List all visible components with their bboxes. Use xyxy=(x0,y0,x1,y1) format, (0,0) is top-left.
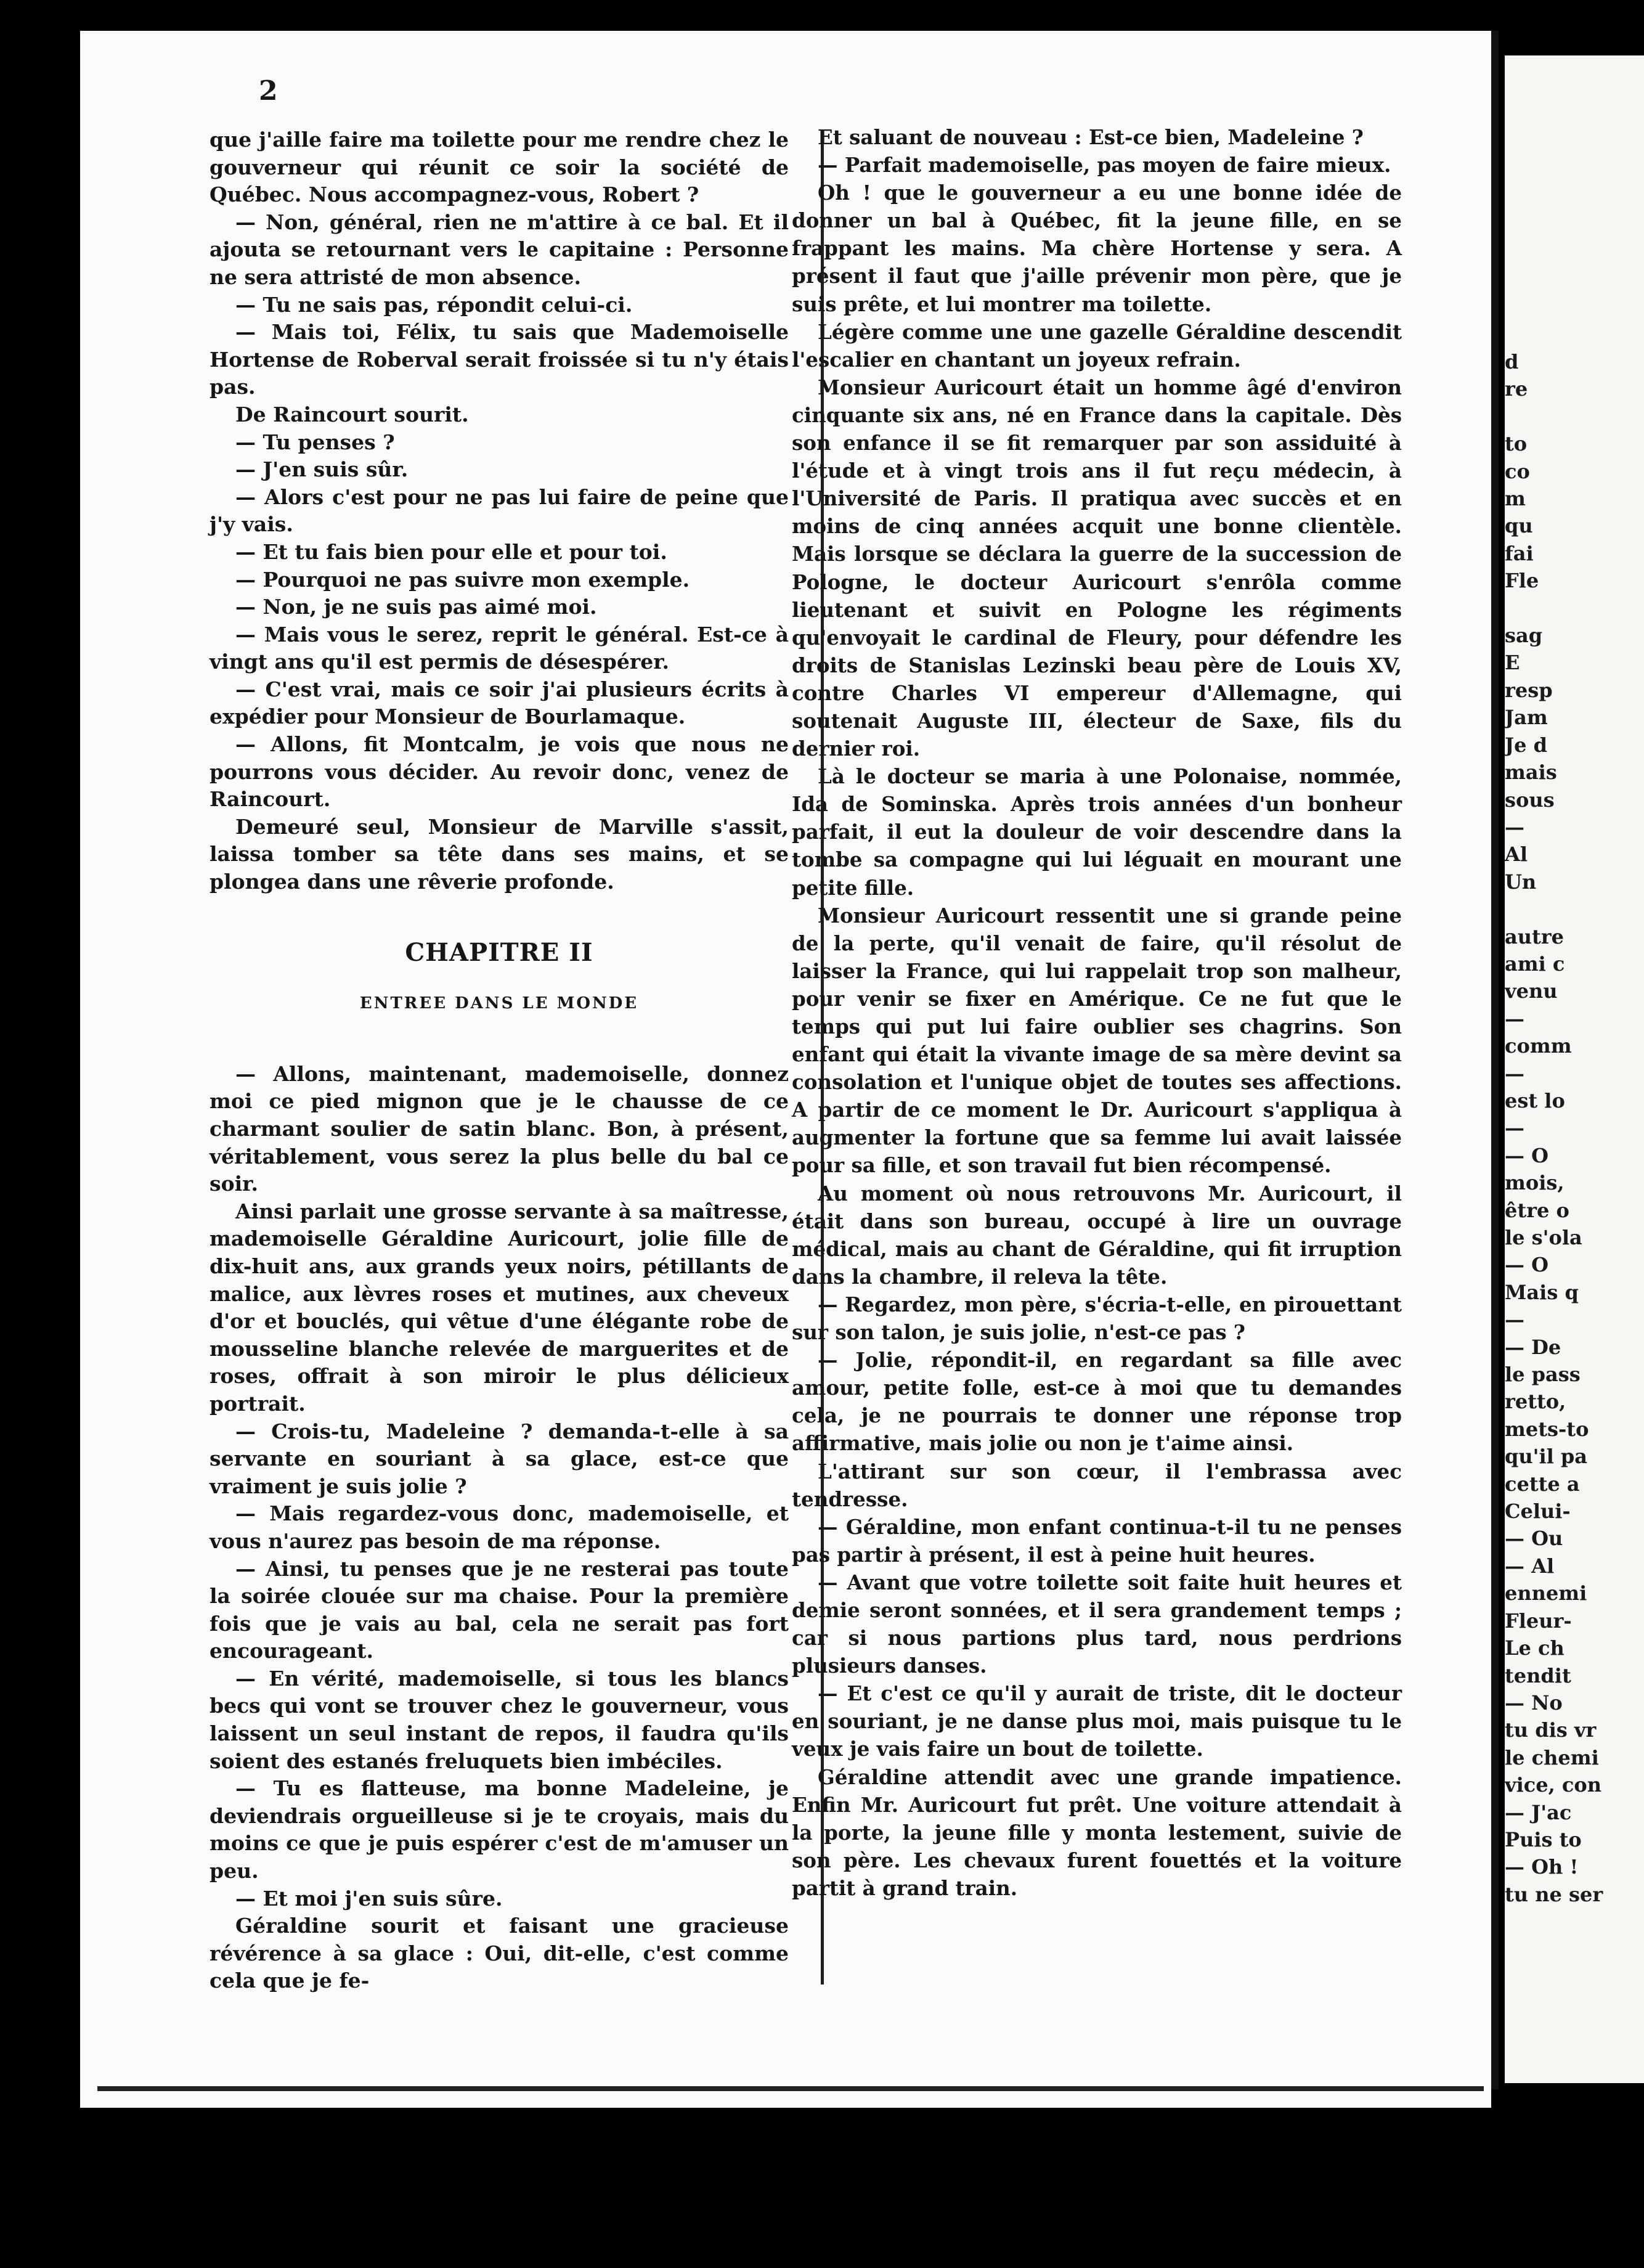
paragraph: — Tu ne sais pas, répondit celui-ci. xyxy=(235,292,633,317)
paragraph: — Et moi j'en suis sûre. xyxy=(235,1886,503,1911)
page-fold-shadow xyxy=(1491,31,1499,2089)
page-number: 2 xyxy=(259,75,278,107)
paragraph: — Mais regardez-vous donc, mademoiselle, et vous n'aurez pas besoin de ma réponse. xyxy=(210,1501,789,1553)
paragraph: — Mais vous le serez, reprit le général. Est-ce à vingt ans qu'il est permis de désespérer. xyxy=(210,622,789,674)
paragraph: — Pourquoi ne pas suivre mon exemple. xyxy=(235,567,690,592)
adjacent-page-text: d re to co m qu fai Fle sag E resp Jam Je d mais sous — Al Un autre ami c venu — comm — est lo — — O mois, être o le s'ola — O Mais q — — De le pass retto, mets-to qu'il pa cette a Celui- — Ou — Al ennemi Fleur- Le ch tendit — No tu dis vr le chemi vice, con — J'ac Puis to — Oh ! tu ne ser xyxy=(1505,350,1603,1906)
paragraph: Monsieur Auricourt ressentit une si grande peine de la perte, qu'il venait de faire, qu'il résolut de laisser la France, qui lui rappelait trop son malheur, pour venir se fixer en Amérique. Ce ne fut que le temps qui put lui faire oublier ses chagrins. Son enfant qui était la vivante image de sa mère devint sa consolation et l'unique objet de toutes ses affections. A partir de ce moment le Dr. Auricourt s'appliqua à augmenter la fortune que sa femme lui avait laissée pour sa fille, et son travail fut bien récompensé. xyxy=(792,903,1402,1178)
paragraph: — Tu es flatteuse, ma bonne Madeleine, je deviendrais orgueilleuse si je te croyais, mais du moins ce que je puis espérer c'est de m'amuser un peu. xyxy=(210,1776,789,1883)
paragraph: Demeuré seul, Monsieur de Marville s'assit, laissa tomber sa tête dans ses mains, et se plongea dans une rêverie profonde. xyxy=(210,814,789,894)
left-column-text-after-chapter xyxy=(210,1061,789,1995)
paragraph: — Et tu fais bien pour elle et pour toi. xyxy=(235,539,667,564)
paragraph: — Non, je ne suis pas aimé moi. xyxy=(235,595,597,619)
paragraph: — Parfait mademoiselle, pas moyen de faire mieux. xyxy=(818,153,1391,177)
paragraph: Géraldine attendit avec une grande impatience. Enfin Mr. Auricourt fut prêt. Une voiture attendait à la porte, la jeune fille y monta lestement, suivie de son père. Les chevaux furent fouettés et la voiture partit à grand train. xyxy=(792,1764,1402,1900)
paragraph: — En vérité, mademoiselle, si tous les blancs becs qui vont se trouver chez le gouverneur, vous laissent un seul instant de repos, il faudra qu'ils soient des estanés freluquets bien imbéciles. xyxy=(210,1666,789,1773)
right-column xyxy=(792,123,1402,1902)
paragraph: — Allons, maintenant, mademoiselle, donnez moi ce pied mignon que je le chausse de ce charmant soulier de satin blanc. Bon, à présent, véritablement, vous serez la plus belle du bal ce soir. xyxy=(210,1061,789,1196)
paragraph: Au moment où nous retrouvons Mr. Auricourt, il était dans son bureau, occupé à lire un ouvrage médical, mais au chant de Géraldine, qui fit irruption dans la chambre, il releva la tête. xyxy=(792,1181,1402,1289)
paragraph: — Mais toi, Félix, tu sais que Mademoiselle Hortense de Roberval serait froissée si tu n'y étais pas. xyxy=(210,320,789,399)
paragraph: — Crois-tu, Madeleine ? demanda-t-elle à sa servante en souriant à sa glace, est-ce que vraiment je suis jolie ? xyxy=(210,1419,789,1498)
paragraph: — Et c'est ce qu'il y aurait de triste, dit le docteur en souriant, je ne danse plus moi, mais puisque tu le veux je vais faire un bout de toilette. xyxy=(792,1681,1402,1761)
chapter-title: CHAPITRE II xyxy=(405,937,593,967)
paragraph: — Allons, fit Montcalm, je vois que nous ne pourrons vous décider. Au revoir donc, venez de Raincourt. xyxy=(210,732,789,812)
paragraph: Légère comme une une gazelle Géraldine descendit l'escalier en chantant un joyeux refrain. xyxy=(792,319,1402,372)
paragraph: — Géraldine, mon enfant continua-t-il tu ne penses pas partir à présent, il est à peine huit heures. xyxy=(792,1514,1402,1567)
paragraph: — J'en suis sûr. xyxy=(235,457,409,482)
paragraph: Géraldine sourit et faisant une gracieuse révérence à sa glace : Oui, dit-elle, c'est comme cela que je fe- xyxy=(210,1914,789,1993)
left-column xyxy=(210,126,789,1995)
page-bottom-rule xyxy=(97,2086,1484,2091)
paragraph: Et saluant de nouveau : Est-ce bien, Madeleine ? xyxy=(818,125,1364,149)
paragraph: Oh ! que le gouverneur a eu une bonne idée de donner un bal à Québec, fit la jeune fille, en se frappant les mains. Ma chère Hortense y sera. A présent il faut que j'aille prévenir mon père, que je suis prête, et lui montrer ma toilette. xyxy=(792,181,1402,316)
adjacent-page-fragment xyxy=(1505,55,1644,2083)
paragraph: Ainsi parlait une grosse servante à sa maîtresse, mademoiselle Géraldine Auricourt, jolie fille de dix-huit ans, aux grands yeux noirs, pétillants de malice, aux lèvres roses et mutines, aux cheveux d'or et bouclés, qui vêtue d'une élégante robe de mousseline blanche relevée de marguerites et de roses, offrait à son miroir le plus délicieux portrait. xyxy=(210,1199,789,1416)
paragraph: — Non, général, rien ne m'attire à ce bal. Et il ajouta se retournant vers le capitaine : Personne ne sera attristé de mon absence. xyxy=(210,210,789,289)
paragraph: De Raincourt sourit. xyxy=(235,402,469,426)
paragraph: — Alors c'est pour ne pas lui faire de peine que j'y vais. xyxy=(210,484,789,537)
paragraph: — Regardez, mon père, s'écria-t-elle, en pirouettant sur son talon, je suis jolie, n'est-ce pas ? xyxy=(792,1292,1402,1345)
paragraph: — Avant que votre toilette soit faite huit heures et demie seront sonnées, et il sera grandement temps ; car si nous partions plus tard, nous perdrions plusieurs danses. xyxy=(792,1570,1402,1678)
paragraph: — C'est vrai, mais ce soir j'ai plusieurs écrits à expédier pour Monsieur de Bourlamaque. xyxy=(210,677,789,729)
chapter-subtitle: ENTREE DANS LE MONDE xyxy=(359,994,639,1013)
paragraph: Là le docteur se maria à une Polonaise, nommée, Ida de Sominska. Après trois années d'un bonheur parfait, il eut la douleur de voir descendre dans la tombe sa compagne qui lui léguait en mourant une petite fille. xyxy=(792,764,1402,900)
paragraph: Monsieur Auricourt était un homme âgé d'environ cinquante six ans, né en France dans la capitale. Dès son enfance il se fit remarquer par son assiduité à l'étude et à vingt trois ans il fut reçu médecin, à l'Université de Paris. Il pratiqua avec succès et en moins de cinq années acquit une bonne clientèle. Mais lorsque se déclara la guerre de la succession de Pologne, le docteur Auricourt s'enrôla comme lieutenant et suivit en Pologne les régiments qu'envoyait le cardinal de Fleury, pour défendre les droits de Stanislas Lezinski beau père de Louis XV, contre Charles VI empereur d'Allemagne, qui soutenait Auguste III, électeur de Saxe, fils du dernier roi. xyxy=(792,375,1402,761)
left-column-text-before-chapter xyxy=(210,126,789,896)
paragraph: — Jolie, répondit-il, en regardant sa fille avec amour, petite folle, est-ce à moi que tu demandes cela, je ne pourrais te donner une réponse trop affirmative, mais jolie ou non je t'aime ainsi. xyxy=(792,1348,1402,1456)
paragraph: L'attirant sur son cœur, il l'embrassa avec tendresse. xyxy=(792,1459,1402,1511)
paragraph: — Tu penses ? xyxy=(235,430,395,454)
paragraph: — Ainsi, tu penses que je ne resterai pas toute la soirée clouée sur ma chaise. Pour la première fois que je vais au bal, cela ne serait pas fort encourageant. xyxy=(210,1556,789,1663)
paragraph: que j'aille faire ma toilette pour me rendre chez le gouverneur qui réunit ce soir la société de Québec. Nous accompagnez-vous, Robert ? xyxy=(210,128,789,207)
